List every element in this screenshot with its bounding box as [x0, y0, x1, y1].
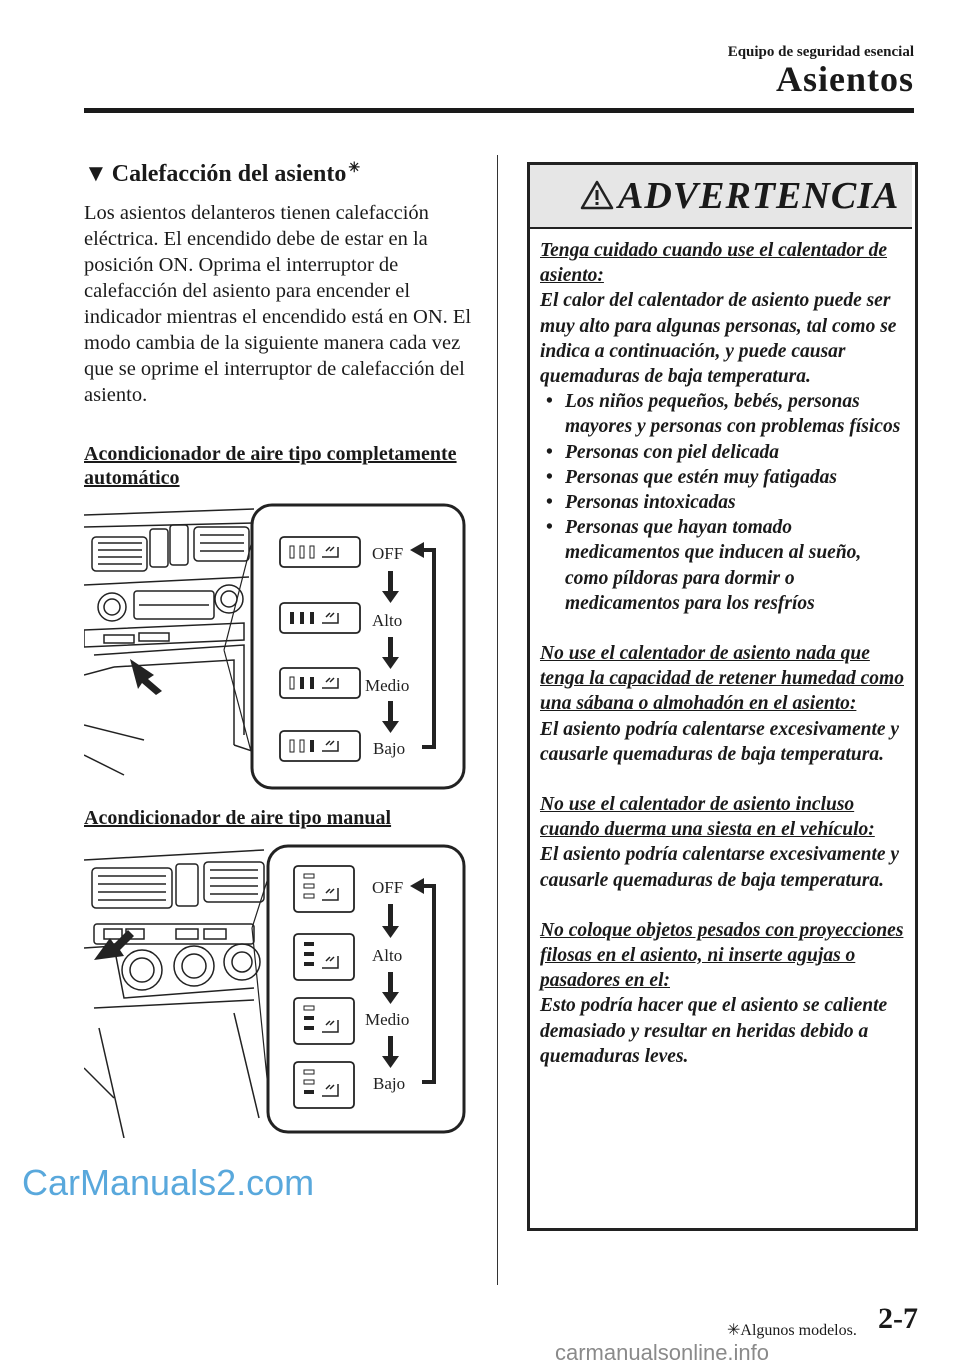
switch-high-manual — [294, 934, 354, 980]
footer-site: carmanualsonline.info — [555, 1340, 770, 1365]
column-divider — [497, 155, 498, 1285]
warning-block1-heading: Tenga cuidado cuando use el calentador de asiento: — [540, 240, 888, 287]
mode-label-off: OFF — [372, 544, 404, 563]
watermark: CarManuals2.com — [22, 1162, 315, 1203]
list-item: • Los niños pequeños, bebés, personas mayores y personas con problemas físicos — [540, 389, 905, 439]
warning-block3-heading: No use el calentador de asiento incluso cuando duerma una siesta en el vehículo: — [540, 794, 875, 841]
switch-off — [280, 537, 360, 567]
mode-label-medium: Medio — [365, 676, 410, 695]
mode-label-low: Bajo — [373, 739, 406, 758]
footer-note: ✳Algunos modelos. — [727, 1322, 857, 1339]
list-item: • Personas intoxicadas — [540, 490, 905, 515]
warning-triangle-icon — [580, 180, 614, 210]
mode-label-low-manual: Bajo — [373, 1074, 406, 1093]
warning-block4-text: Esto podría hacer que el asiento se caliente demasiado y resultar en heridas debido a quemaduras leves. — [540, 995, 888, 1067]
asterisk-icon: ✳ — [348, 161, 361, 176]
mode-label-high-manual: Alto — [372, 946, 403, 965]
switch-low — [280, 731, 360, 761]
warning-body — [540, 238, 905, 1069]
switch-off-manual — [294, 866, 354, 912]
mode-label-off-manual: OFF — [372, 878, 404, 897]
page-number: 2-7 — [878, 1302, 918, 1335]
heading-text: Calefacción del asiento — [111, 161, 347, 187]
section-subtitle: Equipo de seguridad esencial — [727, 44, 914, 60]
list-item: • Personas que estén muy fatigadas — [540, 465, 905, 490]
warning-block4-heading: No coloque objetos pesados con proyecciones filosas en el asiento, ni inserte agujas o pasadores en el: — [540, 919, 904, 992]
warning-title: ADVERTENCIA — [618, 175, 900, 217]
figure-manual-heading: Acondicionador de aire tipo manual — [84, 807, 392, 829]
list-item: • Personas que hayan tomado medicamentos que inducen al sueño, como píldoras para dormir o medicamentos para los resfríos — [540, 515, 905, 616]
figure-manual-illustration — [84, 838, 474, 1138]
figure-auto-illustration — [84, 495, 474, 795]
switch-high — [280, 603, 360, 633]
triangle-marker-icon: ▼ — [84, 161, 108, 187]
warning-block1-text: El calor del calentador de asiento puede ser muy alto para algunas personas, tal como se indica a continuación, y puede causar quemaduras de baja temperatura. — [540, 290, 897, 388]
list-item: • Personas con piel delicada — [540, 440, 905, 465]
warning-block2-text: El asiento podría calentarse excesivamente y causarle quemaduras de baja temperatura. — [540, 718, 900, 765]
dashboard-drawing — [84, 509, 264, 775]
header-rule — [84, 108, 914, 113]
figure-auto-heading: Acondicionador de aire tipo completamente automático — [84, 443, 457, 489]
warning-bullet-list — [540, 389, 905, 616]
switch-medium — [280, 668, 360, 698]
intro-paragraph: Los asientos delanteros tienen calefacción eléctrica. El encendido debe de estar en la posición ON. Oprima el interruptor de calefacción del asiento para encender el indicador mientras el encendido está en ON. El modo cambia de la siguiente manera cada vez que se oprime el interruptor de calefacción del asiento. — [84, 202, 472, 406]
dashboard-drawing-manual — [84, 850, 264, 1138]
warning-block2-heading: No use el calentador de asiento nada que tenga la capacidad de retener humedad como una sábana o almohadón en el asiento: — [540, 643, 904, 715]
section-title: Asientos — [775, 59, 914, 99]
mode-label-high: Alto — [372, 611, 403, 630]
mode-label-medium-manual: Medio — [365, 1010, 410, 1029]
switch-medium-manual — [294, 998, 354, 1044]
switch-low-manual — [294, 1062, 354, 1108]
warning-block3-text: El asiento podría calentarse excesivamente y causarle quemaduras de baja temperatura. — [540, 844, 900, 891]
page-heading — [84, 160, 360, 188]
